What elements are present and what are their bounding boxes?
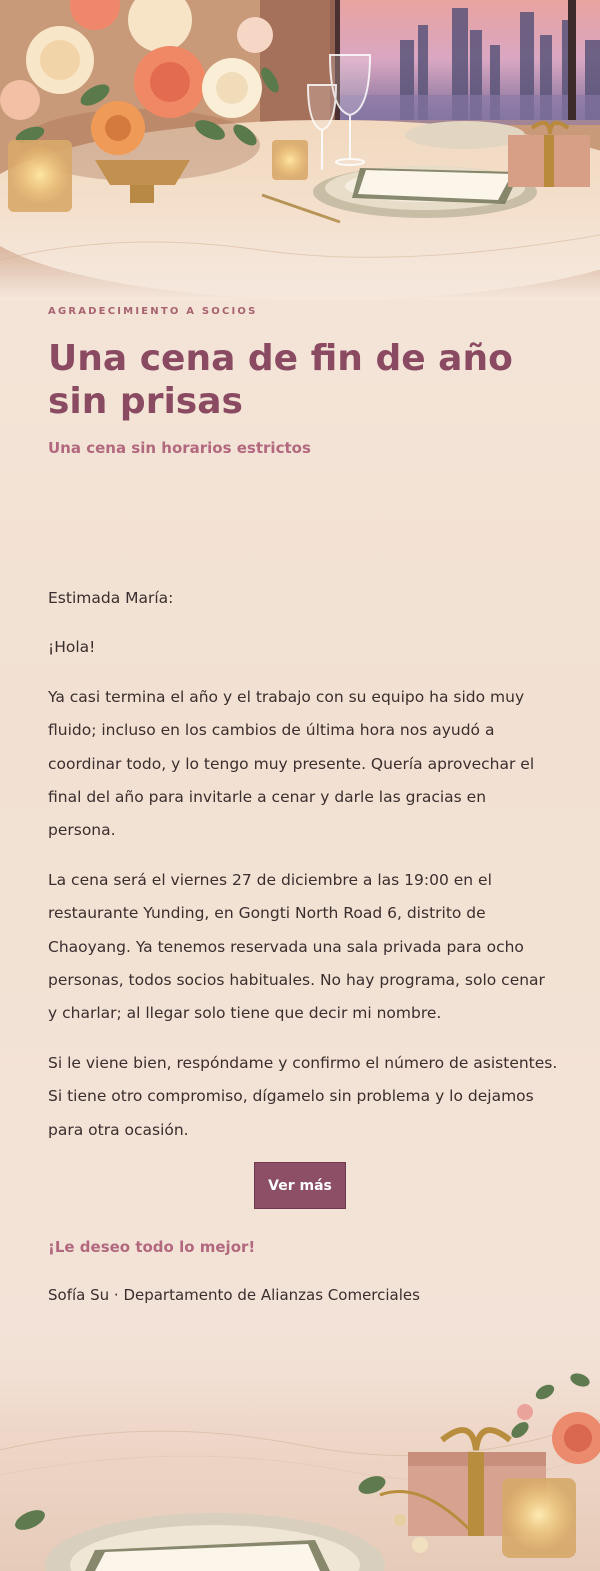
paragraph-thanks: Ya casi termina el año y el trabajo con su equipo ha sido muy fluido; incluso en los cambios de última hora nos ayudó a coordinar todo, y lo tengo muy presente. Quería aprovechar el final del año para invitarle a cenar y darle las gracias en persona.: [48, 687, 535, 840]
paragraph-rsvp: Si le viene bien, respóndame y confirmo el número de asistentes. Si tiene otro compromiso, dígamelo sin problema y lo dejamos para otra ocasión.: [48, 1053, 558, 1139]
paragraph-details: La cena será el viernes 27 de diciembre a las 19:00 en el restaurante Yunding, en Gongti North Road 6, distrito de Chaoyang. Ya tenemos reservada una sala privada para ocho personas, todos socios habituales. No hay programa, solo cenar y charlar; al llegar solo tiene que decir mi nombre.: [48, 870, 545, 1023]
email-subtitle: Una cena sin horarios estrictos: [48, 439, 311, 457]
cta-section: [0, 1162, 600, 1209]
header-section: [48, 306, 554, 457]
eyebrow-label: AGRADECIMIENTO A SOCIOS: [48, 306, 258, 317]
hello-line: ¡Hola!: [48, 638, 96, 657]
signature: Sofía Su · Departamento de Alianzas Comerciales: [48, 1286, 420, 1304]
email-title: Una cena de fin de año sin prisas: [48, 338, 513, 422]
gift-candle-illustration: [0, 1320, 600, 1571]
see-more-button[interactable]: Ver más: [254, 1162, 346, 1209]
greeting: Estimada María:: [48, 589, 174, 607]
letter-body: [48, 582, 558, 1163]
dinner-scene-illustration: [0, 0, 600, 300]
header-image: [0, 0, 600, 300]
closing-wish: ¡Le deseo todo lo mejor!: [48, 1238, 256, 1256]
footer-image: [0, 1320, 600, 1571]
